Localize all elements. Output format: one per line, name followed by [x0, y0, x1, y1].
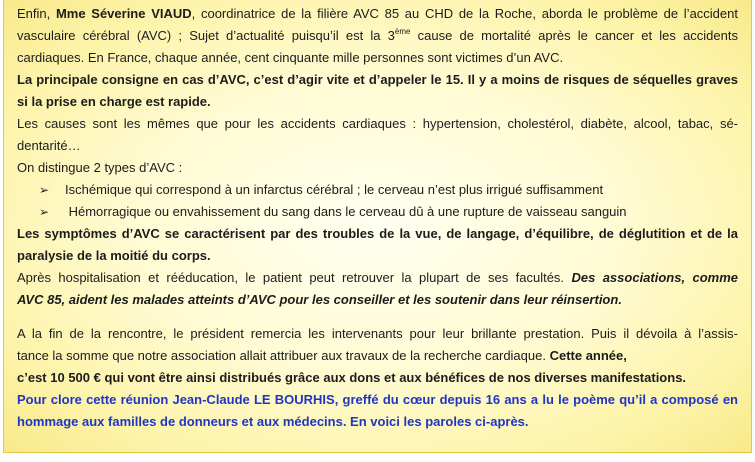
paragraph-line [17, 3, 738, 25]
causes-line: dentarité… [17, 138, 81, 153]
arrow-bullet-icon: ➢ [39, 183, 50, 197]
text-run: cause de mortalité après le cancer et les accidents [410, 28, 738, 43]
arrow-bullet-icon: ➢ [39, 205, 50, 219]
list-item [17, 201, 738, 223]
list-item [17, 179, 738, 201]
paragraph-line: A la fin de la rencontre, le président remercia les intervenants pour leur brillante prestation. Puis il dévoila à l’assis- [17, 326, 738, 341]
closing-line: hommage aux familles de donneurs et aux médecins. En voici les paroles ci-après. [17, 414, 529, 429]
donation-line: c’est 10 500 € qui vont être ainsi distribués grâce aux dons et aux bénéfices de nos diverses manifestations. [17, 370, 687, 385]
article-text [17, 3, 738, 433]
symptoms-line: Les symptômes d’AVC se caractérisent par des troubles de la vue, de langage, d’équilibre, de déglutition et de la [17, 226, 738, 241]
key-advice-line: La principale consigne en cas d’AVC, c’est d’agir vite et d’appeler le 15. Il y a moins de risques de séquelles graves [17, 72, 738, 87]
key-advice-line: si la prise en charge est rapide. [17, 94, 211, 109]
emphasis-line: AVC 85, aident les malades atteints d’AVC pour les conseiller et les soutenir dans leur réinsertion. [17, 292, 622, 307]
paragraph-line [17, 267, 738, 289]
superscript: ème [394, 27, 411, 36]
emphasis-text: Cette année, [549, 348, 627, 363]
speaker-name: Mme Séverine VIAUD [55, 6, 192, 21]
text-run: tance la somme que notre association allait attribuer aux travaux de la recherche cardiaque. [17, 348, 550, 363]
paragraph-gap [17, 311, 738, 323]
closing-line: Pour clore cette réunion Jean-Claude LE BOURHIS, greffé du cœur depuis 16 ans a lu le poème qu’il a composé en [17, 392, 738, 407]
text-run: Enfin, [17, 6, 56, 21]
paragraph-line [17, 345, 738, 367]
text-run: vasculaire cérébral (AVC) ; Sujet d’actualité puisqu’il est la 3 [17, 28, 395, 43]
paragraph-line [17, 25, 738, 47]
emphasis-text: Des associations, comme [571, 270, 738, 285]
text-run: cardiaques. En France, chaque année, cent cinquante mille personnes sont victimes d’un AVC. [17, 50, 564, 65]
types-intro: On distingue 2 types d’AVC : [17, 160, 183, 175]
causes-line: Les causes sont les mêmes que pour les accidents cardiaques : hypertension, cholestérol, diabète, alcool, tabac, sé- [17, 116, 738, 131]
text-run: , coordinatrice de la filière AVC 85 au CHD de la Roche, aborda le problème de l’accident [191, 6, 738, 21]
text-run: Après hospitalisation et rééducation, le patient peut retrouver la plupart de ses facultés. [17, 270, 572, 285]
article-panel [3, 0, 752, 453]
symptoms-line: paralysie de la moitié du corps. [17, 248, 211, 263]
paragraph-line [17, 47, 738, 69]
list-item-text: Hémorragique ou envahissement du sang dans le cerveau dû à une rupture de vaisseau sanguin [65, 204, 627, 219]
list-item-text: Ischémique qui correspond à un infarctus cérébral ; le cerveau n’est plus irrigué suffisamment [65, 182, 604, 197]
